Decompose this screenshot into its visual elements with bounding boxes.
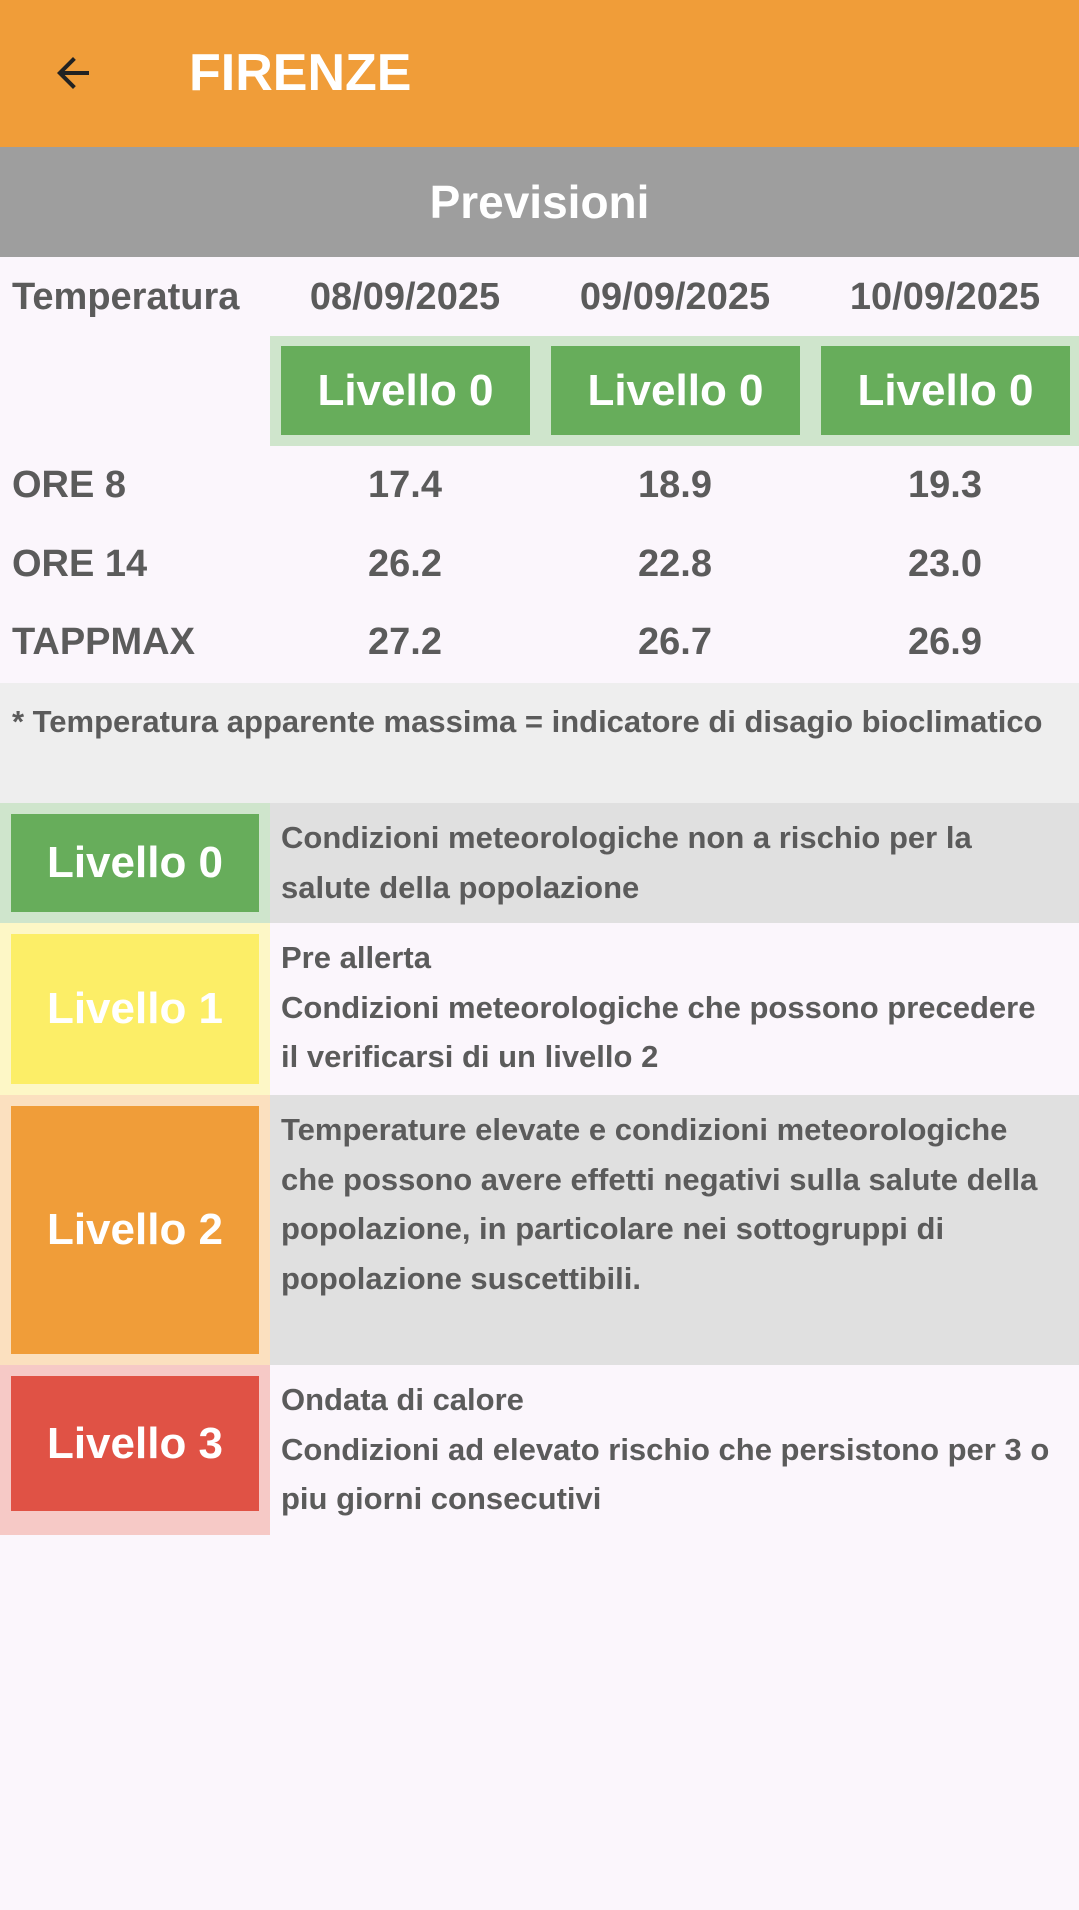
legend-badge-level-3: Livello 3 — [11, 1376, 259, 1511]
row-header-label: Temperatura — [12, 275, 240, 318]
legend-badge-level-1: Livello 1 — [11, 934, 259, 1084]
value-tappmax-day-3: 26.9 — [908, 620, 982, 663]
legend-row-level-1 — [0, 923, 1079, 1095]
legend-frame — [0, 923, 270, 1095]
level-badge-day-3: Livello 0 — [821, 346, 1070, 435]
value-ore-14-day-2: 22.8 — [638, 542, 712, 585]
value-ore-8-day-1: 17.4 — [368, 463, 442, 506]
legend-frame — [0, 803, 270, 923]
section-header — [0, 147, 1079, 257]
value-ore-14-day-3: 23.0 — [908, 542, 982, 585]
date-column-1: 08/09/2025 — [309, 275, 501, 318]
value-tappmax-day-2: 26.7 — [638, 620, 712, 663]
legend-row-level-2 — [0, 1095, 1079, 1365]
legend-description: Condizioni ad elevato rischio che persistono per 3 o piu giorni consecutivi — [281, 1431, 1050, 1516]
legend-text-level-3 — [270, 1365, 1079, 1535]
value-ore-8-day-3: 19.3 — [908, 463, 982, 506]
legend-text-level-1 — [270, 923, 1079, 1095]
level-badge-day-2: Livello 0 — [551, 346, 800, 435]
legend-description: Condizioni meteorologiche che possono precedere il verificarsi di un livello 2 — [281, 989, 1036, 1074]
legend-badge-level-0: Livello 0 — [11, 814, 259, 912]
back-button[interactable] — [38, 38, 108, 108]
value-tappmax-day-1: 27.2 — [368, 620, 442, 663]
app-bar — [0, 0, 1079, 147]
legend-description: Condizioni meteorologiche non a rischio per la salute della popolazione — [281, 820, 972, 905]
row-label-ore-8: ORE 8 — [12, 463, 127, 506]
value-ore-8-day-2: 18.9 — [638, 463, 712, 506]
row-label-tappmax: TAPPMAX — [12, 620, 195, 663]
legend-text-level-2 — [270, 1095, 1079, 1365]
page-title: FIRENZE — [189, 44, 412, 102]
level-badge-day-1: Livello 0 — [281, 346, 530, 435]
date-column-2: 09/09/2025 — [579, 275, 771, 318]
section-title: Previsioni — [429, 176, 650, 228]
footnote: * Temperatura apparente massima = indicatore di disagio bioclimatico — [0, 683, 1079, 803]
legend-text-level-0 — [270, 803, 1079, 923]
row-label-ore-14: ORE 14 — [12, 542, 148, 585]
value-ore-14-day-1: 26.2 — [368, 542, 442, 585]
legend-row-level-0 — [0, 803, 1079, 923]
legend-title: Ondata di calore — [281, 1382, 524, 1417]
legend-description: Temperature elevate e condizioni meteorologiche che possono avere effetti negativi sulla salute della popolazione, in particolare nei sottogruppi di popolazione suscettibili. — [281, 1112, 1038, 1296]
date-column-3: 10/09/2025 — [849, 275, 1041, 318]
legend-badge-level-2: Livello 2 — [11, 1106, 259, 1354]
legend-frame — [0, 1095, 270, 1365]
legend-frame — [0, 1365, 270, 1535]
legend-title: Pre allerta — [281, 940, 431, 975]
legend-row-level-3 — [0, 1365, 1079, 1535]
arrow-back-icon — [49, 49, 97, 97]
